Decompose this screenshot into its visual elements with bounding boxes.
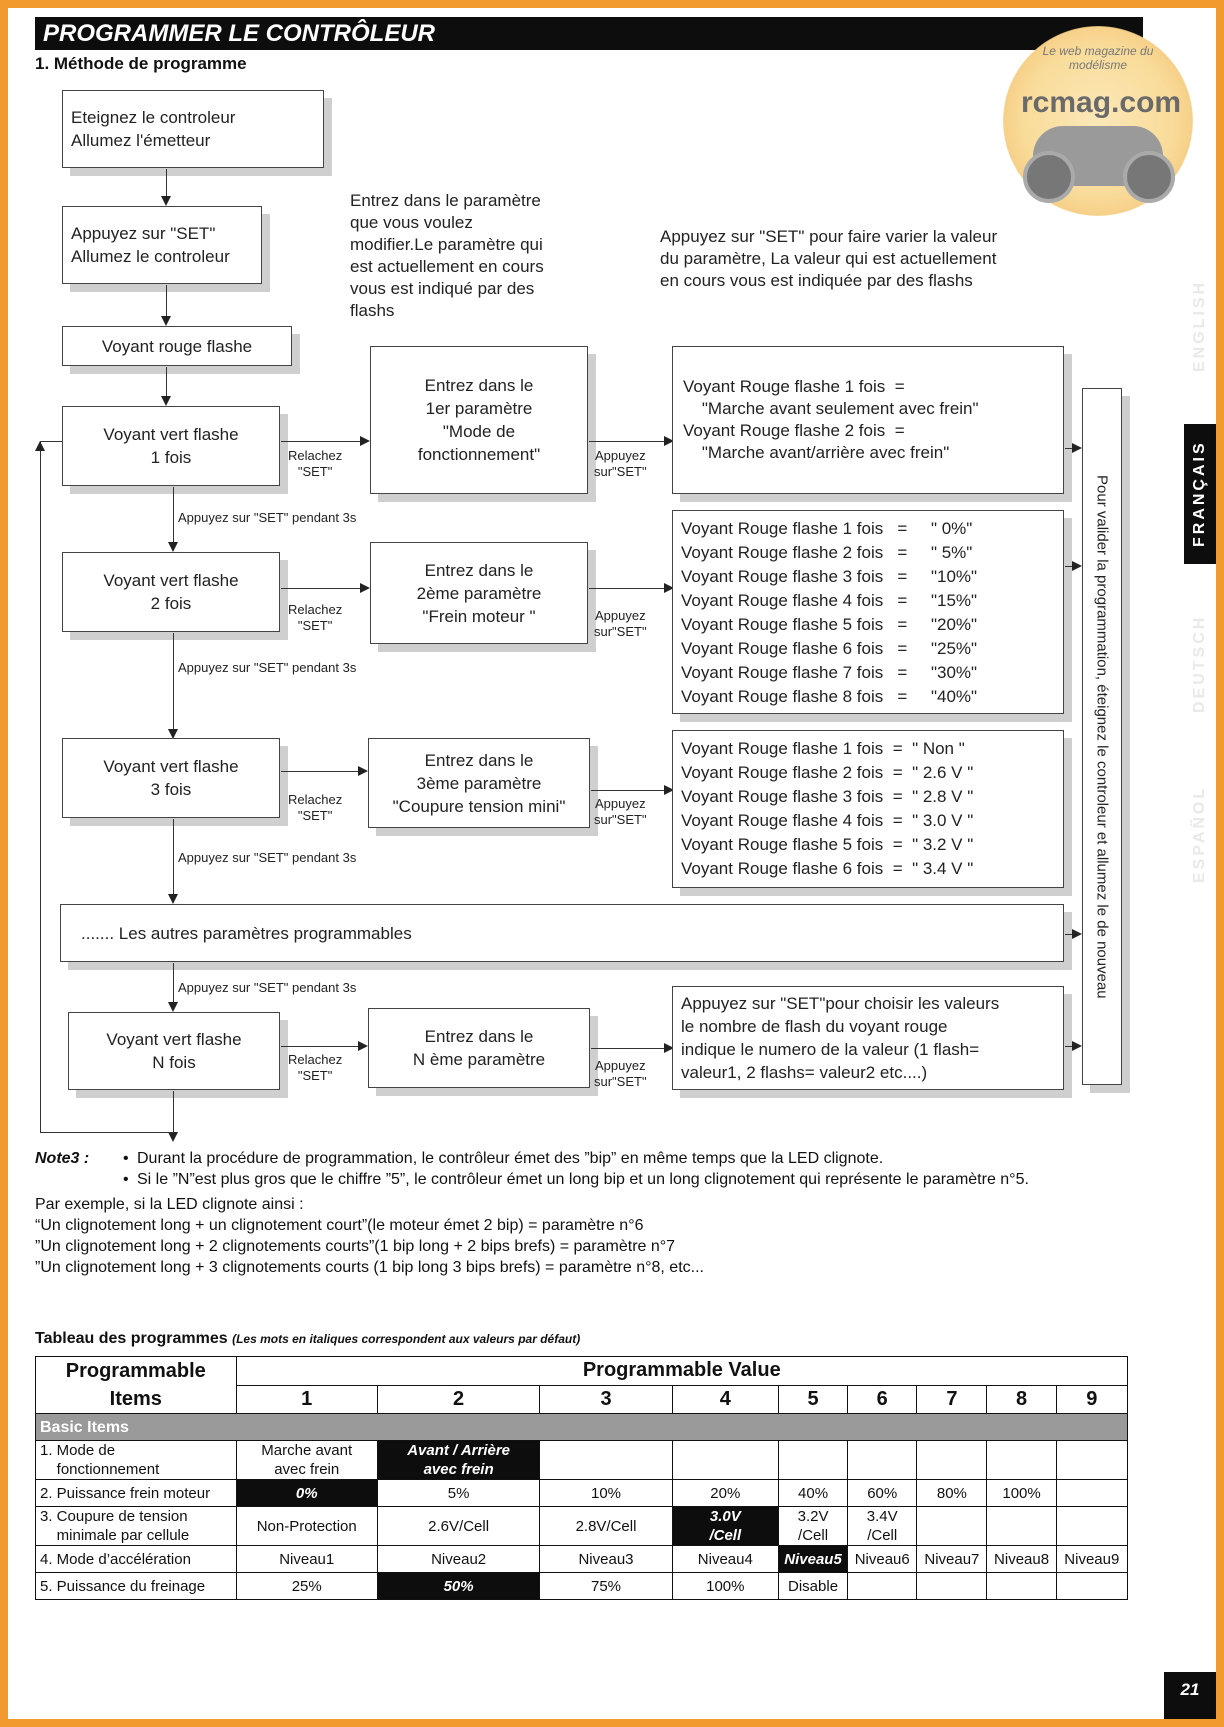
example-line: “Un clignotement long + un clignotement court”(le moteur émet 2 bip) = paramètre n°6	[35, 1217, 644, 1234]
logo-text: rcmag.com	[1021, 86, 1182, 119]
value-cell: 20%	[672, 1480, 778, 1507]
lang-tab-espanol[interactable]: ESPAÑOL	[1184, 764, 1216, 904]
default-value-cell: Niveau5	[778, 1546, 847, 1573]
value-cell: 10%	[540, 1480, 672, 1507]
value-cell: Niveau1	[236, 1546, 377, 1573]
value-cell: 100%	[672, 1573, 778, 1600]
validate-text: Pour valider la programmation, éteignez le controleur et allumez le de nouveau	[1093, 474, 1111, 999]
press-label: Appuyez sur"SET"	[594, 448, 647, 479]
table-title-text: Tableau des programmes	[35, 1330, 228, 1347]
example-line: ”Un clignotement long + 2 clignotements courts”(1 bip long + 2 bips brefs) = paramètre n°7	[35, 1238, 676, 1255]
flow-others-box: ....... Les autres paramètres programmables	[60, 904, 1064, 962]
value-cell	[987, 1573, 1056, 1600]
default-value-cell: 50%	[377, 1573, 539, 1600]
value-cell	[1056, 1507, 1127, 1546]
example-line: ”Un clignotement long + 3 clignotements courts (1 bip long 3 bips brefs) = paramètre n°8, etc...	[35, 1259, 704, 1276]
value-cell	[1056, 1441, 1127, 1480]
value-cell: 80%	[917, 1480, 987, 1507]
note-label: Note3 :	[35, 1150, 90, 1167]
header-number: 1	[236, 1385, 377, 1414]
page-title: PROGRAMMER LE CONTRÔLEUR	[35, 17, 1143, 50]
value-cell: 75%	[540, 1573, 672, 1600]
press-label: Appuyez sur"SET"	[594, 608, 647, 639]
value-line: Voyant Rouge flashe 3 fois = "10%"	[681, 567, 978, 586]
value-cell	[848, 1441, 917, 1480]
flow-green1-box: Voyant vert flashe 1 fois	[62, 406, 280, 486]
value-line: Voyant Rouge flashe 6 fois = "25%"	[681, 639, 978, 658]
value-cell	[848, 1573, 917, 1600]
value-line: Voyant Rouge flashe 5 fois = "20%"	[681, 615, 978, 634]
value-cell: Niveau6	[848, 1546, 917, 1573]
section-basic-items: Basic Items	[36, 1414, 1128, 1441]
value-cell: 100%	[987, 1480, 1056, 1507]
release-label: Relachez "SET"	[288, 602, 343, 633]
program-table	[35, 1356, 1128, 1600]
logo-tagline: Le web magazine du modélisme	[1042, 44, 1154, 72]
value-cell	[1056, 1480, 1127, 1507]
flow-greenN-box: Voyant vert flashe N fois	[68, 1012, 280, 1090]
rcmag-logo	[1003, 26, 1193, 216]
release-label: Relachez "SET"	[288, 792, 343, 823]
value-cell	[778, 1441, 847, 1480]
value-line: Voyant Rouge flashe 1 fois = " 0%"	[681, 519, 973, 538]
value-cell	[672, 1441, 778, 1480]
default-value-cell: 3.0V /Cell	[672, 1507, 778, 1546]
value-line: Voyant Rouge flashe 6 fois = " 3.4 V "	[681, 859, 974, 878]
flow-param3-box: Entrez dans le 3ème paramètre "Coupure tension mini"	[368, 738, 590, 828]
value-cell: 5%	[377, 1480, 539, 1507]
wheel-icon	[1123, 151, 1175, 203]
value-line: Voyant Rouge flashe 4 fois = "15%"	[681, 591, 978, 610]
header-number: 4	[672, 1385, 778, 1414]
value-cell: 25%	[236, 1573, 377, 1600]
value-line: Voyant Rouge flashe 1 fois =	[683, 377, 905, 396]
value-cell: Non-Protection	[236, 1507, 377, 1546]
value-line: Voyant Rouge flashe 3 fois = " 2.8 V "	[681, 787, 974, 806]
value-line: Voyant Rouge flashe 7 fois = "30%"	[681, 663, 978, 682]
header-values: Programmable Value	[236, 1357, 1127, 1386]
example-intro: Par exemple, si la LED clignote ainsi :	[35, 1196, 304, 1213]
value-cell: Disable	[778, 1573, 847, 1600]
value-cell	[987, 1507, 1056, 1546]
value-cell	[917, 1441, 987, 1480]
lang-tab-deutsch[interactable]: DEUTSCH	[1184, 594, 1216, 734]
header-number: 9	[1056, 1385, 1127, 1414]
value-cell: 40%	[778, 1480, 847, 1507]
table-row	[36, 1441, 1128, 1480]
value-cell	[987, 1441, 1056, 1480]
header-number: 5	[778, 1385, 847, 1414]
table-row	[36, 1573, 1128, 1600]
table-subtitle: (Les mots en italiques correspondent aux valeurs par défaut)	[232, 1332, 581, 1346]
value-line: Voyant Rouge flashe 2 fois = " 5%"	[681, 543, 973, 562]
item-label: 4. Mode d’accélération	[36, 1546, 237, 1573]
flow-values1-box	[672, 346, 1064, 494]
lang-tab-francais[interactable]: FRANÇAIS	[1184, 424, 1216, 564]
hold-label: Appuyez sur "SET" pendant 3s	[178, 980, 357, 995]
release-label: Relachez "SET"	[288, 448, 343, 479]
item-label: 1. Mode de fonctionnement	[36, 1441, 237, 1480]
value-line: Voyant Rouge flashe 4 fois = " 3.0 V "	[681, 811, 974, 830]
header-number: 8	[987, 1385, 1056, 1414]
default-value-cell: Avant / Arrière avec frein	[377, 1441, 539, 1480]
flow-green2-box: Voyant vert flashe 2 fois	[62, 552, 280, 632]
header-number: 3	[540, 1385, 672, 1414]
default-value-cell: 0%	[236, 1480, 377, 1507]
value-cell	[917, 1507, 987, 1546]
value-line: Voyant Rouge flashe 8 fois = "40%"	[681, 687, 978, 706]
value-cell: Niveau2	[377, 1546, 539, 1573]
flow-validate-box	[1082, 388, 1122, 1085]
table-row	[36, 1507, 1128, 1546]
value-cell: Niveau8	[987, 1546, 1056, 1573]
table-title	[35, 1330, 580, 1348]
hold-label: Appuyez sur "SET" pendant 3s	[178, 510, 357, 525]
note-bullet-2: Si le ”N”est plus gros que le chiffre ”5”, le contrôleur émet un long bip et un long clignotement qui représente le paramètre n°5.	[137, 1171, 1029, 1188]
header-number: 6	[848, 1385, 917, 1414]
value-line: Voyant Rouge flashe 2 fois =	[683, 421, 905, 440]
value-line: Voyant Rouge flashe 5 fois = " 3.2 V "	[681, 835, 974, 854]
page	[8, 8, 1216, 1719]
header-number: 2	[377, 1385, 539, 1414]
flow-param2-box: Entrez dans le 2ème paramètre "Frein moteur "	[370, 542, 588, 644]
flow-green3-box: Voyant vert flashe 3 fois	[62, 738, 280, 818]
flow-values2-box	[672, 510, 1064, 714]
flow-param1-box: Entrez dans le 1er paramètre "Mode de fonctionnement"	[370, 346, 588, 494]
value-cell: 2.6V/Cell	[377, 1507, 539, 1546]
value-cell: Niveau7	[917, 1546, 987, 1573]
header-items: Programmable Items	[36, 1357, 237, 1414]
value-cell: Niveau3	[540, 1546, 672, 1573]
value-line: Voyant Rouge flashe 2 fois = " 2.6 V "	[681, 763, 974, 782]
item-label: 2. Puissance frein moteur	[36, 1480, 237, 1507]
value-cell: Niveau4	[672, 1546, 778, 1573]
flow-start-box: Eteignez le controleur Allumez l'émetteur	[62, 90, 324, 168]
value-cell	[917, 1573, 987, 1600]
press-label: Appuyez sur"SET"	[594, 1058, 647, 1089]
hold-label: Appuyez sur "SET" pendant 3s	[178, 660, 357, 675]
value-cell: Marche avant avec frein	[236, 1441, 377, 1480]
value-cell	[540, 1441, 672, 1480]
hold-label: Appuyez sur "SET" pendant 3s	[178, 850, 357, 865]
value-cell: 3.4V /Cell	[848, 1507, 917, 1546]
header-number: 7	[917, 1385, 987, 1414]
value-cell: Niveau9	[1056, 1546, 1127, 1573]
value-line: "Marche avant seulement avec frein"	[683, 399, 979, 418]
value-line: "Marche avant/arrière avec frein"	[683, 443, 950, 462]
wheel-icon	[1023, 151, 1075, 203]
item-label: 5. Puissance du freinage	[36, 1573, 237, 1600]
flow-enter-note: Entrez dans le paramètre que vous voulez modifier.Le paramètre qui est actuellement en cours vous est indiqué par des flashs	[350, 191, 544, 320]
notes: Note3 : • Durant la procédure de programmation, le contrôleur émet des ”bip” en même temps que la LED clignote. • Si le ”N”est plus gros que le chiffre ”5”, le contrôleur émet un long bip et un long clignotement qui représente le paramètre n°5. Par exemple, si la LED clignote ainsi : “Un clignotement long + un clignotement court”(le moteur émet 2 bip) = paramètre n°6 ”Un clignotement long + 2 clignotements courts”(1 bip long + 2 bips brefs) = paramètre n°7 ”Un clignotement long + 3 clignotements courts (1 bip long 3 bips brefs) = paramètre n°8, etc...	[35, 1148, 1125, 1278]
flow-set-box: Appuyez sur "SET" Allumez le controleur	[62, 206, 262, 284]
value-cell: 60%	[848, 1480, 917, 1507]
release-label: Relachez "SET"	[288, 1052, 343, 1083]
flow-value-note: Appuyez sur "SET" pour faire varier la valeur du paramètre, La valeur qui est actuellement en cours vous est indiquée par des flashs	[660, 227, 998, 290]
table-row	[36, 1546, 1128, 1573]
note-bullet-1: Durant la procédure de programmation, le contrôleur émet des ”bip” en même temps que la LED clignote.	[137, 1150, 884, 1167]
flow-paramN-box: Entrez dans le N ème paramètre	[368, 1008, 590, 1088]
table-row	[36, 1480, 1128, 1507]
value-cell: 3.2V /Cell	[778, 1507, 847, 1546]
page-number: 21	[1164, 1672, 1216, 1719]
flow-red-flash-box: Voyant rouge flashe	[62, 326, 292, 366]
section-title: 1. Méthode de programme	[35, 54, 247, 73]
value-cell	[1056, 1573, 1127, 1600]
press-label: Appuyez sur"SET"	[594, 796, 647, 827]
value-line: Voyant Rouge flashe 1 fois = " Non "	[681, 739, 965, 758]
item-label: 3. Coupure de tension minimale par cellule	[36, 1507, 237, 1546]
flow-values3-box	[672, 730, 1064, 888]
value-cell: 2.8V/Cell	[540, 1507, 672, 1546]
lang-tab-english[interactable]: ENGLISH	[1184, 256, 1216, 396]
flow-valuesN-box: Appuyez sur "SET"pour choisir les valeurs le nombre de flash du voyant rouge indique le numero de la valeur (1 flash= valeur1, 2 flashs= valeur2 etc....)	[672, 986, 1064, 1090]
